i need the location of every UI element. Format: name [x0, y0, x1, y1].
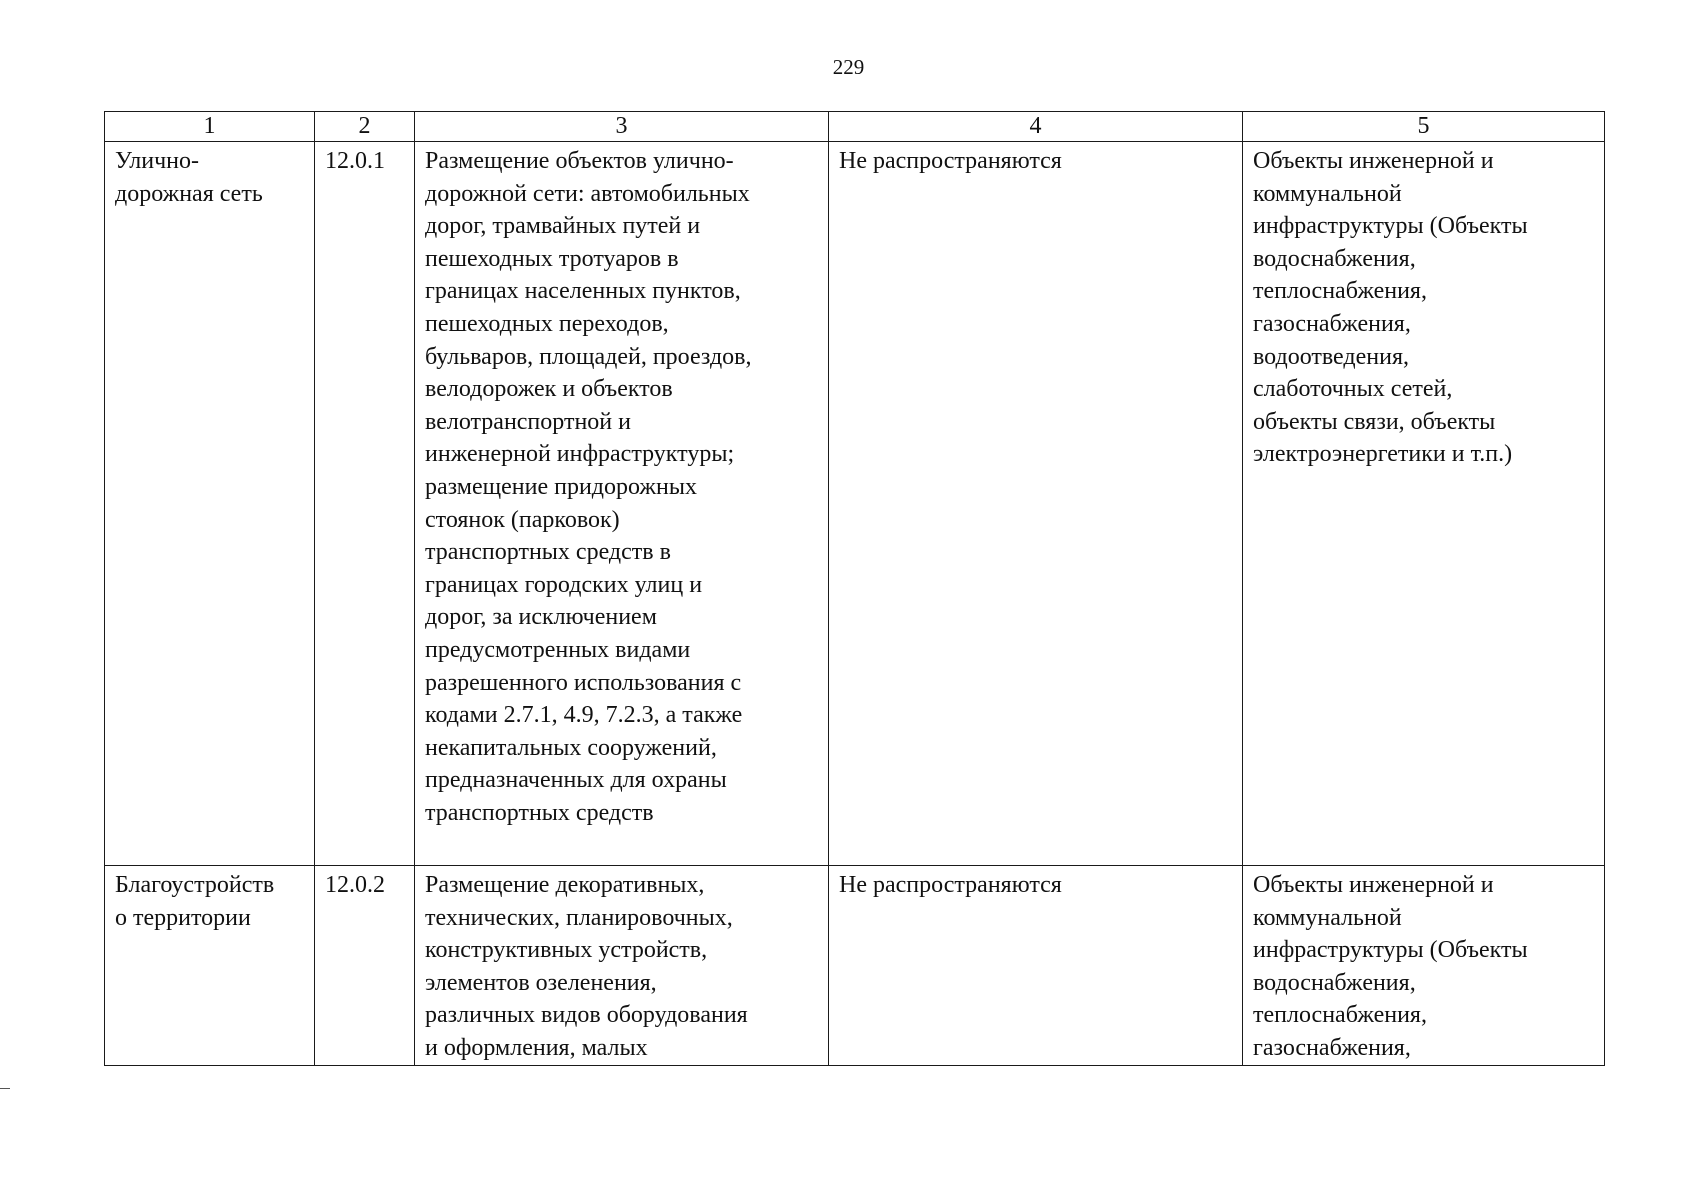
land-use-description: Размещение декоративных, технических, планировочных, конструктивных устройств, элементов озеленения, различных видов оборудования и оформления, малых [425, 872, 748, 1061]
page-edge-mark [0, 1088, 10, 1089]
land-use-description: Размещение объектов улично- дорожной сети: автомобильных дорог, трамвайных путей и пешеходных тротуаров в границах населенных пунктов, пешеходных переходов, бульваров, площадей, проездов, велодорожек и объектов велотранспортной и инженерной инфраструктуры; размещение придорожных стоянок (парковок) транспортных средств в границах городских улиц и дорог, за исключением предусмотренных видами разрешенного использования с кодами 2.7.1, 4.9, 7.2.3, а также некапитальных сооружений, предназначенных для охраны транспортных средств [425, 148, 752, 826]
column-header: 4 [829, 112, 1243, 142]
restrictions-cell [829, 142, 1243, 866]
permitted-objects-cell [1243, 142, 1605, 866]
land-use-description-cell [415, 142, 829, 866]
land-use-code: 12.0.2 [325, 872, 385, 898]
permitted-objects-text: Объекты инженерной и коммунальной инфраструктуры (Объекты водоснабжения, теплоснабжения, газоснабжения, водоотведения, слаботочных сетей, объекты связи, объекты электроэнергетики и т.п.) [1253, 148, 1528, 468]
table-row [105, 142, 1605, 866]
table-row [105, 866, 1605, 1066]
page-number: 229 [832, 55, 865, 79]
land-use-name: Улично- дорожная сеть [115, 148, 263, 207]
land-use-code-cell [315, 866, 415, 1066]
land-use-description-cell [415, 866, 829, 1066]
column-header: 3 [415, 112, 829, 142]
land-use-code-cell [315, 142, 415, 866]
restrictions-text: Не распространяются [839, 148, 1062, 174]
restrictions-cell [829, 866, 1243, 1066]
land-use-name-cell [105, 866, 315, 1066]
permitted-objects-cell [1243, 866, 1605, 1066]
land-use-name-cell [105, 142, 315, 866]
column-header: 2 [315, 112, 415, 142]
restrictions-text: Не распространяются [839, 872, 1062, 898]
table-header-row [105, 112, 1605, 142]
zoning-table [104, 111, 1605, 1066]
permitted-objects-text: Объекты инженерной и коммунальной инфраструктуры (Объекты водоснабжения, теплоснабжения, газоснабжения, [1253, 872, 1528, 1061]
column-header: 5 [1243, 112, 1605, 142]
land-use-code: 12.0.1 [325, 148, 385, 174]
land-use-name: Благоустройств о территории [115, 872, 275, 931]
column-header: 1 [105, 112, 315, 142]
